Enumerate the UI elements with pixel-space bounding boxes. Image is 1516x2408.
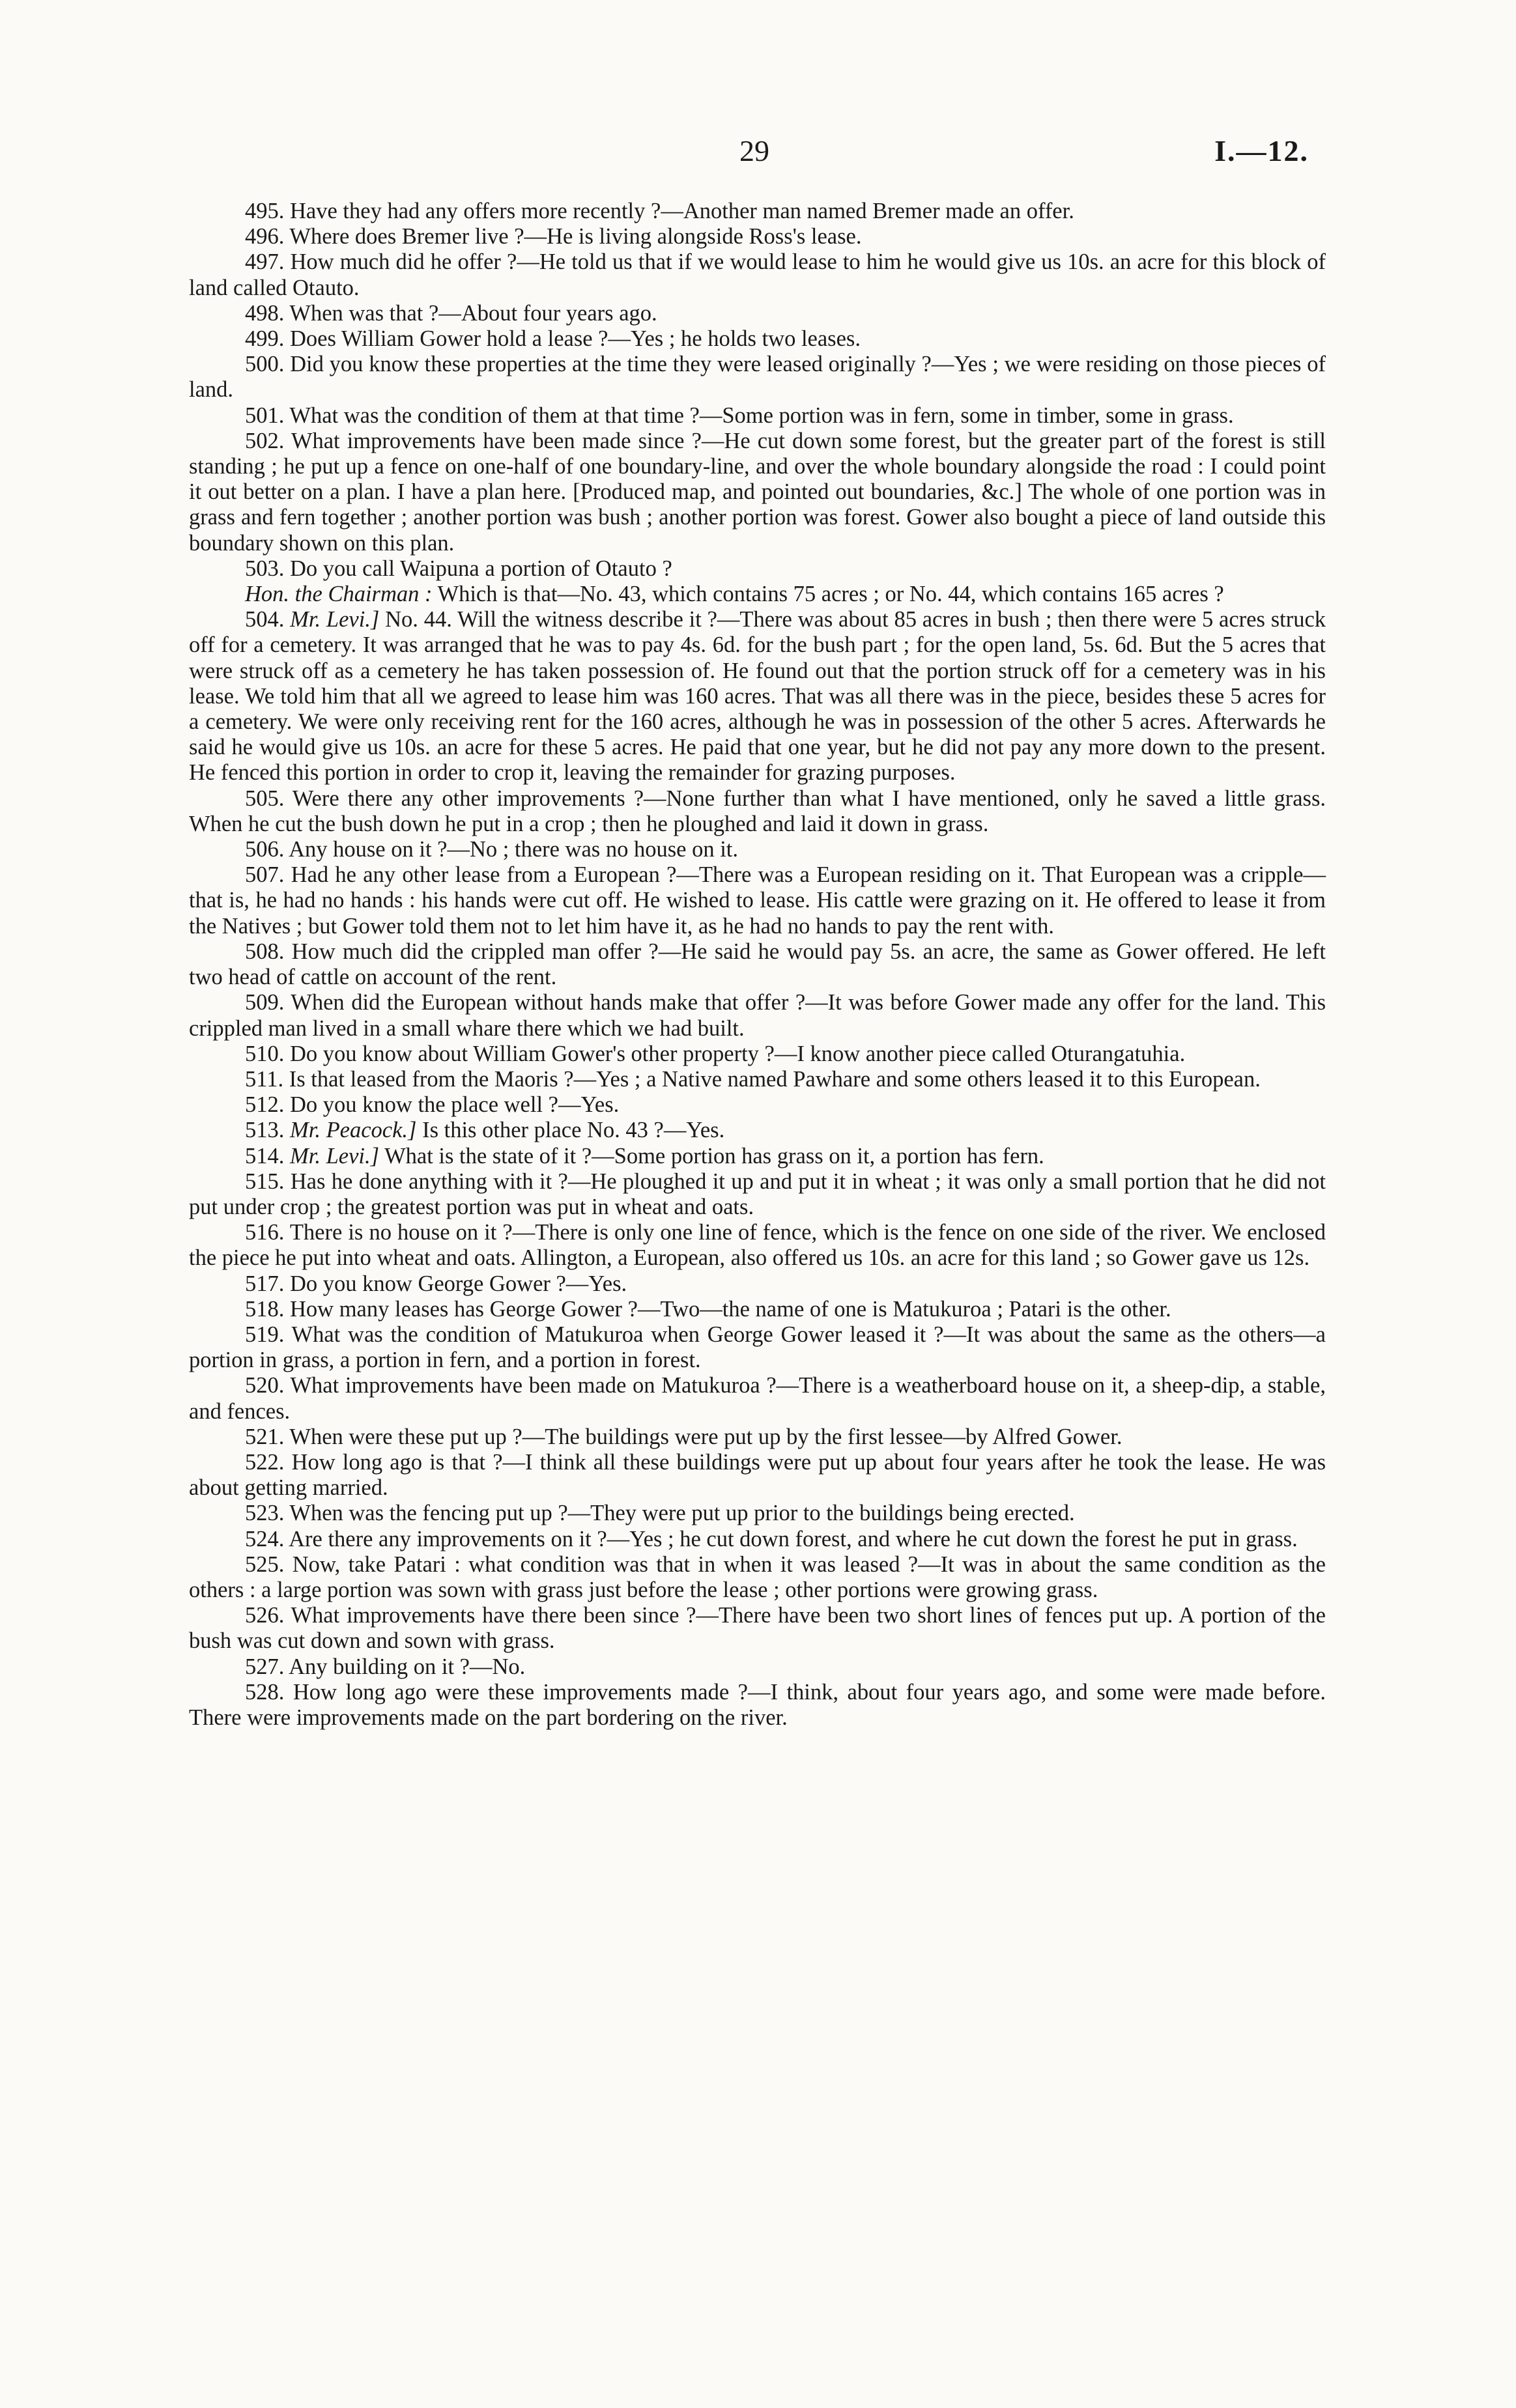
paragraph-504 [189, 607, 1326, 786]
page-number: 29 [739, 134, 769, 167]
paragraph-525: 525. Now, take Patari : what condition was that in when it was leased ?—It was in about the same condition as the others : a large portion was sown with grass just before the lease ; other portions were growing grass. [189, 1551, 1326, 1602]
speaker-label: Mr. Levi.] [290, 607, 380, 632]
paragraph-text: Is this other place No. 43 ?—Yes. [422, 1118, 725, 1143]
paragraph-524: 524. Are there any improvements on it ?—Yes ; he cut down forest, and where he cut down the forest he put in grass. [245, 1526, 1298, 1551]
paragraph-507: 507. Had he any other lease from a European ?—There was a European residing on it. That European was a cripple—that is, he had no hands : his hands were cut off. He wished to lease. His cattle were grazing on it. He offered to lease it from the Natives ; but Gower told them not to let him have it, as he had no hands to pay the rent with. [189, 862, 1326, 939]
paragraph-503: 503. Do you call Waipuna a portion of Otauto ? [245, 556, 672, 581]
testimony-body [189, 199, 1326, 1731]
paragraph-501: 501. What was the condition of them at that time ?—Some portion was in fern, some in timber, some in grass. [245, 403, 1234, 428]
paragraph-text: Which is that—No. 43, which contains 75 acres ; or No. 44, which contains 165 acres ? [437, 582, 1224, 607]
paragraph-number: 513. [245, 1118, 285, 1143]
paragraph-522: 522. How long ago is that ?—I think all these buildings were put up about four years after he took the lease. He was about getting married. [189, 1449, 1326, 1501]
paragraph-521: 521. When were these put up ?—The buildings were put up by the first lessee—by Alfred Gower. [245, 1424, 1123, 1449]
paragraph-495: 495. Have they had any offers more recently ?—Another man named Bremer made an offer. [245, 199, 1074, 223]
paragraph-523: 523. When was the fencing put up ?—They were put up prior to the buildings being erected. [245, 1501, 1075, 1526]
paragraph-511: 511. Is that leased from the Maoris ?—Yes ; a Native named Pawhare and some others leased it to this European. [245, 1066, 1261, 1092]
paragraph-number: 504. [245, 607, 285, 632]
paragraph-497: 497. How much did he offer ?—He told us that if we would lease to him he would give us 10s. an acre for this block of land called Otauto. [189, 249, 1326, 300]
paragraph-517: 517. Do you know George Gower ?—Yes. [245, 1271, 627, 1296]
report-code: I.—12. [1214, 134, 1309, 167]
paragraph-528: 528. How long ago were these improvements made ?—I think, about four years ago, and some were made before. There were improvements made on the part bordering on the river. [189, 1679, 1326, 1730]
paragraph-513 [189, 1118, 1326, 1143]
paragraph-509: 509. When did the European without hands make that offer ?—It was before Gower made any offer for the land. This crippled man lived in a small whare there which we had built. [189, 990, 1326, 1041]
paragraph-510: 510. Do you know about William Gower's other property ?—I know another piece called Oturangatuhia. [245, 1041, 1186, 1066]
paragraph-512: 512. Do you know the place well ?—Yes. [245, 1092, 620, 1118]
paragraph-526: 526. What improvements have there been since ?—There have been two short lines of fences put up. A portion of the bush was cut down and sown with grass. [189, 1603, 1326, 1654]
paragraph-500: 500. Did you know these properties at the time they were leased originally ?—Yes ; we were residing on those pieces of land. [189, 352, 1326, 403]
paragraph-text: What is the state of it ?—Some portion has grass on it, a portion has fern. [384, 1143, 1044, 1169]
paragraph-516: 516. There is no house on it ?—There is only one line of fence, which is the fence on one side of the river. We enclosed the piece he put into wheat and oats. Allington, a European, also offered us 10s. an acre for this land ; so Gower gave us 12s. [189, 1220, 1326, 1271]
speaker-label: Mr. Levi.] [290, 1143, 380, 1169]
paragraph-text: No. 44. Will the witness describe it ?—There was about 85 acres in bush ; then there were 5 acres struck off for a cemetery. It was arranged that he was to pay 4s. 6d. for the bush part ; for the open land, 5s. 6d. But the 5 acres that were struck off as a cemetery he has taken possession of. He found out that the portion struck off for a cemetery was in his lease. We told him that all we agreed to lease him was 160 acres. That was all there was in the piece, besides these 5 acres for a cemetery. We were only receiving rent for the 160 acres, although he was in possession of the other 5 acres. Afterwards he said he would give us 10s. an acre for these 5 acres. He paid that one year, but he did not pay any more down to the present. He fenced this portion in order to crop it, leaving the remainder for grazing purposes. [189, 607, 1326, 786]
speaker-label: Mr. Peacock.] [290, 1118, 417, 1143]
paragraph-527: 527. Any building on it ?—No. [245, 1654, 526, 1679]
paragraph-496: 496. Where does Bremer live ?—He is living alongside Ross's lease. [245, 224, 862, 249]
paragraph-518: 518. How many leases has George Gower ?—Two—the name of one is Matukuroa ; Patari is the other. [245, 1296, 1171, 1322]
paragraph-505: 505. Were there any other improvements ?—None further than what I have mentioned, only he saved a little grass. When he cut the bush down he put in a crop ; then he ploughed and laid it down in grass. [189, 786, 1326, 836]
paragraph-502: 502. What improvements have been made since ?—He cut down some forest, but the greater part of the forest is still standing ; he put up a fence on one-half of one boundary-line, and over the whole boundary alongside the road : I could point it out better on a plan. I have a plan here. [Produced map, and pointed out boundaries, &c.] The whole of one portion was in grass and fern together ; another portion was bush ; another portion was forest. Gower also bought a piece of land outside this boundary shown on this plan. [189, 428, 1326, 556]
paragraph-508: 508. How much did the crippled man offer ?—He said he would pay 5s. an acre, the same as Gower offered. He left two head of cattle on account of the rent. [189, 939, 1326, 990]
paragraph-515: 515. Has he done anything with it ?—He ploughed it up and put it in wheat ; it was only a small portion that he did not put under crop ; the greatest portion was put in wheat and oats. [189, 1169, 1326, 1219]
paragraph-chairman [189, 582, 1326, 607]
paragraph-498: 498. When was that ?—About four years ago. [245, 300, 657, 326]
paragraph-number: 514. [245, 1143, 285, 1169]
paragraph-520: 520. What improvements have been made on Matukuroa ?—There is a weatherboard house on it, a sheep-dip, a stable, and fences. [189, 1373, 1326, 1424]
paragraph-519: 519. What was the condition of Matukuroa when George Gower leased it ?—It was about the same as the others—a portion in grass, a portion in fern, and a portion in forest. [189, 1322, 1326, 1373]
speaker-label: Hon. the Chairman : [245, 582, 433, 607]
paragraph-506: 506. Any house on it ?—No ; there was no house on it. [245, 837, 738, 862]
paragraph-514 [189, 1144, 1326, 1169]
paragraph-499: 499. Does William Gower hold a lease ?—Yes ; he holds two leases. [245, 326, 861, 352]
page-header [0, 134, 1516, 173]
